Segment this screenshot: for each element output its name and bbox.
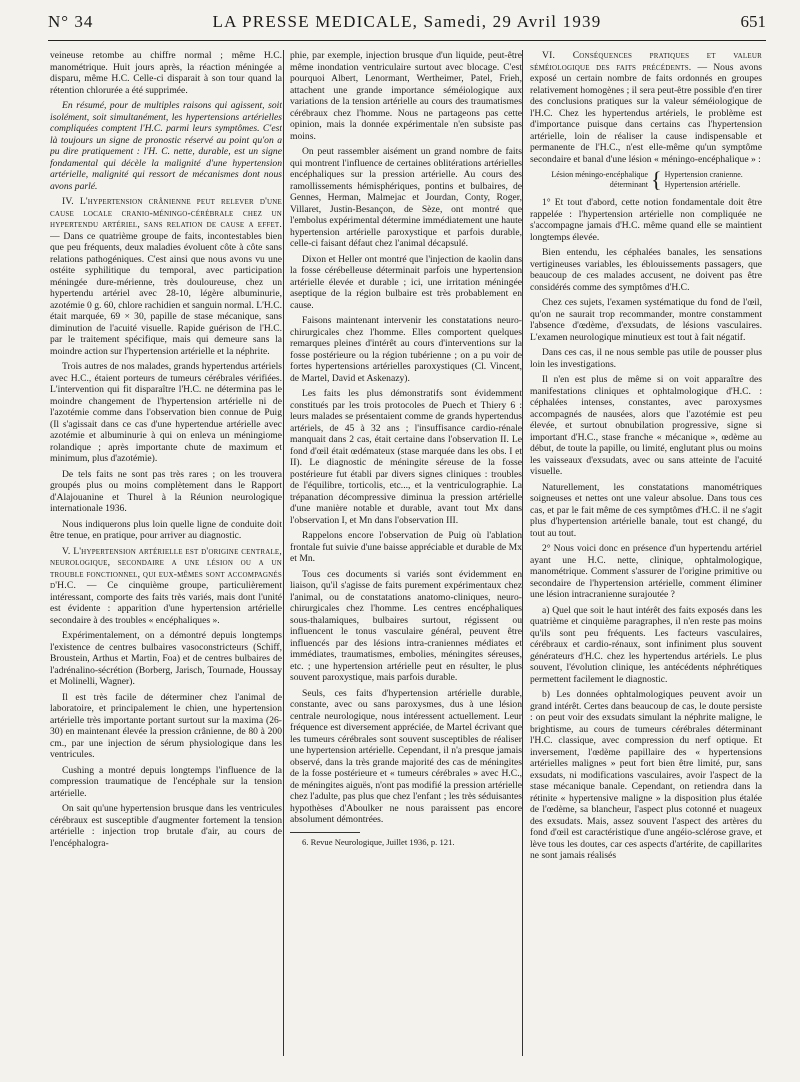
column-3 [530,50,762,1075]
section-heading: VI. Conséquences pratiques et valeur séméiologique des faits précédents. [530,50,762,73]
paragraph: a) Quel que soit le haut intérêt des faits exposés dans les quatrième et cinquième paragraphes, il n'en reste pas moins qu'ils sont peu fréquents. Les facteurs vasculaires, cérébraux et cardio-rénaux, sont infiniment plus souvent générateurs d'H.C. chez les hypertendus artériels. Le plus souvent, l'évolution clinique, les antécédents néphrétiques permettent facilement le diagnostic. [530,604,762,685]
journal-title: LA PRESSE MEDICALE, Samedi, 29 Avril 1939 [212,12,602,31]
paragraph: Seuls, ces faits d'hypertension artérielle durable, constante, avec ou sans paroxysmes, dus à une lésion centrale neurologique, nous intéressent actuellement. Leur fréquence est diversement appréciée, de Martel écrivant que les tumeurs cérébrales sont souvent susceptibles de réaliser une hypertension artérielle. Cependant, il n'a presque jamais observé, dans la très grande majorité des cas de méningites de la fosse postérieure et « tumeurs cérébrales » avec H.C., de méningites aiguës, n'ont pas modifié la pression artérielle chez l'adulte, pas plus que chez l'enfant ; les très séduisantes hypothèses d'Aboulker ne nous paraissent pas encore absolument démontrées. [290,687,522,825]
paragraph: On peut rassembler aisément un grand nombre de faits qui montrent l'influence de certaines oblitérations artérielles encéphaliques sur la pression artérielle. Au cours des ramollissements hémisphériques, pontins et bulbaires, de Gennes, Herman, Malmejac et Jourdan, Conty, Roger, Villaret, Justin-Besançon, de Sèze, ont montré que l'embolus expérimental détermine immédiatement une haute hypertension artérielle paroxystique et parfois durable, celle-ci faisant défaut chez l'animal décapsulé. [290,146,522,249]
paragraph: Bien entendu, les céphalées banales, les sensations vertigineuses variables, les éblouissements passagers, que beaucoup de ces malades accusent, ne doivent pas être considérés comme des symptômes d'H.C. [530,247,762,293]
schema-right [665,170,743,190]
paragraph: b) Les données ophtalmologiques peuvent avoir un grand intérêt. Certes dans beaucoup de cas, le doute persiste : on peut voir des exsudats simulant la néphrite maligne, le brightisme, au cours de tumeurs cérébrales déterminant l'H.C. classique, avec compression du nerf optique. Et inversement, l'œdème papillaire des « hypertensions artérielles malignes » peut fort bien être limité, pur, sans exsudats, ni modifications vasculaires, avoir l'aspect de la stase mécanique banale. Cependant, on retiendra dans la rétinite « hypertensive maligne » la disposition plus étalée de l'œdème, sa blancheur, l'aspect plus cotonné et nuageux des exsudats. Mais, assez souvent l'aspect des artères du fond d'œil est caractéristique d'une angéio-sclérose grave, et lève tous les doutes, car ces aspects d'artérite, de capillarites ne sont jamais réalisés [530,689,762,861]
paragraph: Il n'en est plus de même si on voit apparaître des manifestations cliniques et ophtalmologique d'H.C. : céphalées intenses, constantes, avec paroxysmes accompagnés de nausées, alors que l'azotémie est peu élevée, et surtout obnubilation progressive, signe si important d'H.C., stase franche « mécanique », œdème au début, de toute la papille, ou limité, englutant plus ou moins les vaisseaux d'exsudats, avec ou sans atteinte de l'acuité visuelle. [530,374,762,477]
section-heading: IV. L'hypertension crânienne peut relever d'une cause locale cranio-méningo-cérébrale chez un hypertendu artériel, sans relation de cause a effet. [50,196,282,230]
schema-diagram [530,169,762,191]
page-header [48,12,766,41]
paragraph: Naturellement, les constatations manométriques soigneuses et nettes ont une valeur absolue. Dans tous ces cas, et par le fait même de ces symptômes d'H.C. il ne s'agit plus d'hypertension artérielle banale, tout est changé, du tout au tout. [530,481,762,539]
column-2 [290,50,522,1075]
summary-paragraph: En résumé, pour de multiples raisons qui agissent, soit isolément, soit simultanément, les hypertensions artérielles compliquées comptent l'H.C. parmi leurs symptômes. C'est là toujours un signe de pronostic réservé au point qu'on a pu dire pratiquement : l'H. C. nette, durable, est un signe fondamental qui décèle la malignité d'une hypertension artérielle, malignité qui ressort de mécanismes dont nous avons parlé. [50,100,282,192]
paragraph: Faisons maintenant intervenir les constatations neuro-chirurgicales chez l'homme. Elles comportent quelques remarques pleines d'intérêt au cours d'interventions sur la fosse postérieure ou la région tubérienne ; on a pu voir de fortes hypertensions artérielles paroxystiques (Cl. Vincent, de Martel, David et Askenazy). [290,315,522,384]
paragraph: 1° Et tout d'abord, cette notion fondamentale doit être rappelée : l'hypertension artérielle non compliquée ne s'accompagne jamais d'H.C. même quand elle se maintient longtemps élevée. [530,197,762,243]
paragraph: Cushing a montré depuis longtemps l'influence de la compression traumatique de l'encéphale sur la tension artérielle. [50,764,282,799]
paragraph: Nous indiquerons plus loin quelle ligne de conduite doit être tenue, en pratique, pour arriver au diagnostic. [50,518,282,541]
footnote: 6. Revue Neurologique, Juillet 1936, p. 121. [302,836,455,847]
paragraph: Les faits les plus démonstratifs sont évidemment constitués par les trois protocoles de Puech et Thiery 6 : leurs malades se présentaient comme de grands hypertendus artériels, de 45 à 32 ans ; l'insuffisance cardio-rénale manquait dans 2 cas, était certaine dans l'observation II. Le fond d'œil était œdémateux (stase marquée dans les obs. I et II). Le diagnostic de méningite séreuse de la fosse postérieure fut établi par divers signes cliniques : troubles de l'équilibre, torticolis, etc..., et la ventriculographie. La trépanation décompressive diminua la pression artérielle d'une manière notable et durable, avant tout Mx dans l'observation I, et Mn dans l'observation III. [290,388,522,526]
paragraph: Chez ces sujets, l'examen systématique du fond de l'œil, qu'on ne saurait trop recommander, montre constamment l'absence d'œdème, d'exsudats, de lésions vasculaires. L'examen neurologique minutieux est tout à fait négatif. [530,297,762,343]
schema-left: Lésion méningo-encéphalique déterminant [551,170,648,189]
column-divider [283,50,284,1056]
page-number: 651 [740,12,766,31]
issue-number: N° 34 [48,12,94,31]
paragraph: Expérimentalement, on a démontré depuis longtemps l'existence de centres bulbaires vasoconstricteurs (Schiff, Broustein, Arthus et Martin, Foa) et de centres bulbaires de l'adrénalino-sécrétion (Borberg, Jarisch, Tournade, Houssay et Molinelli, Wagner). [50,630,282,687]
schema-item: Hypertension artérielle. [664,180,741,189]
section-iv [50,196,282,357]
section-body: — Ce cinquième groupe, particulièrement intéressant, comporte des faits très variés, mais dont l'unité est évidente : apparition d'une hypertension artérielle secondaire à des troubles « encéphaliques ». [50,580,282,626]
brace-glyph: { [651,167,662,192]
section-body: — Nous avons exposé un certain nombre de faits ordonnés en groupes relativement homogènes ; il sera peut-être possible d'en tirer des conclusions pratiques sur la valeur séméiologique de l'H.C. Chez les hypertendus artériels, le problème est d'importance puisque dans certains cas l'hypertension artérielle, loin de réaliser la cause indispensable et permanente de l'H.C., n'est elle-même qu'un symptôme secondaire et banal d'une lésion « méningo-encéphalique » : [530,61,762,165]
paragraph: phie, par exemple, injection brusque d'un liquide, peut-être même inondation ventriculaire surtout avec blocage. C'est pourquoi Albert, Lenormant, Wertheimer, Patel, Frieh, attachent une grande importance séméiologique aux variations de la tension artérielle au cours des traumatismes cérébraux chez l'homme. Nous ne partageons pas cette opinion, mais la donnée expérimentale n'en subsiste pas moins. [290,50,522,142]
paragraph: veineuse retombe au chiffre normal ; même H.C. manométrique. Huit jours après, la réaction méningée a disparu, même H.C. Celle-ci disparait à son tour quand la rétention chlorurée a été supprimée. [50,50,282,96]
column-1 [50,50,282,1075]
section-heading: V. L'hypertension artérielle est d'origine centrale, neurologique, secondaire a une lésion ou a un trouble fonctionnel, qui eux-mêmes sont accompagnés d'H.C. [50,545,282,591]
footnote-rule [290,832,360,833]
section-v [50,546,282,627]
paragraph: Dixon et Heller ont montré que l'injection de kaolin dans la fosse cérébelleuse déterminait parfois une hypertension artérielle élevée et durable ; ici, une irritation méningée aseptique de la région bulbaire est très probablement en cause. [290,253,522,311]
paragraph: Rappelons encore l'observation de Puig où l'ablation frontale fut suivie d'une baisse appréciable et durable de Mx et Mn. [290,530,522,564]
paragraph: Tous ces documents si variés sont évidemment en liaison, qu'il s'agisse de faits purement expérimentaux chez l'animal, ou de constatations anatomo-cliniques, neuro-chirurgicales chez l'homme. Les centres encéphaliques sous-thalamiques, bulbaires surtout, régissent ou influencent le tonus vasculaire général, peuvent être influencés par des lésions intra-craniennes médiates et immédiates, traumatismes, embolies, méningites séreuses, etc. ; une hypertension artérielle peut en résulter, le plus souvent paroxystique, mais parfois durable. [290,568,522,683]
paragraph: De tels faits ne sont pas très rares ; on les trouvera groupés plus ou moins complètement dans le Rapport d'Alajouanine et Thurel à la Réunion neurologique internationale 1936. [50,468,282,514]
paragraph: Trois autres de nos malades, grands hypertendus artériels avec H.C., étaient porteurs de tumeurs cérébrales vérifiées. L'intervention qui fit disparaître l'H.C. ne détermina pas le moindre changement de l'hypertension artérielle ni de l'azotémie comme dans l'observation bien connue de Puig (Il s'agissait dans ce cas d'une hypertendue artérielle avec azotémie et albuminurie à qui on enleva un méningiome rolandique ; après importante chute de maximum et minimum, plus d'azotémie). [50,361,282,464]
column-divider [522,50,523,1056]
section-vi [530,50,762,165]
section-body: — Dans ce quatrième groupe de faits, incontestables bien que peu fréquents, deux maladies évoluent côte à côte sans relations pathogéniques. C'est ainsi que nous avons vu une ostéite syphilitique du temporal, avec participation méningée dure-mérienne, très douloureuse, chez un hypertendu artériel avec 28-10, légère albuminurie, azotémie 0 g. 60, chlore rachidien et sanguin normal. L'H.C. était marquée, 69 × 30, papille de stase mécanique, sans diminution de l'acuité visuelle. Rapide guérison de l'H.C. par le traitement spécifique, mais qui demeure sans la moindre action sur l'hypertension artérielle et la néphrite. [50,230,282,357]
paragraph: Dans ces cas, il ne nous semble pas utile de pousser plus loin les investigations. [530,347,762,370]
schema-item: Hypertension cranienne. [664,170,743,179]
paragraph: On sait qu'une hypertension brusque dans les ventricules cérébraux est susceptible d'augmenter fortement la tension artérielle : injection trop brutale d'air, au cours de l'encéphalogra- [50,803,282,849]
paragraph: Il est très facile de déterminer chez l'animal de laboratoire, et principalement le chien, une hypertension artérielle très importante portant surtout sur la maxima (26-30) en maintenant élevée la pression crânienne, de 80 à 200 cm., par une injection de sérum physiologique dans les ventricules. [50,691,282,760]
paragraph: 2° Nous voici donc en présence d'un hypertendu artériel ayant une H.C. nette, clinique, ophtalmologique, manométrique. Comment s'assurer de l'origine primitive ou secondaire de l'hypertension artérielle, comment éliminer une lésion intracranienne surajoutée ? [530,543,762,600]
